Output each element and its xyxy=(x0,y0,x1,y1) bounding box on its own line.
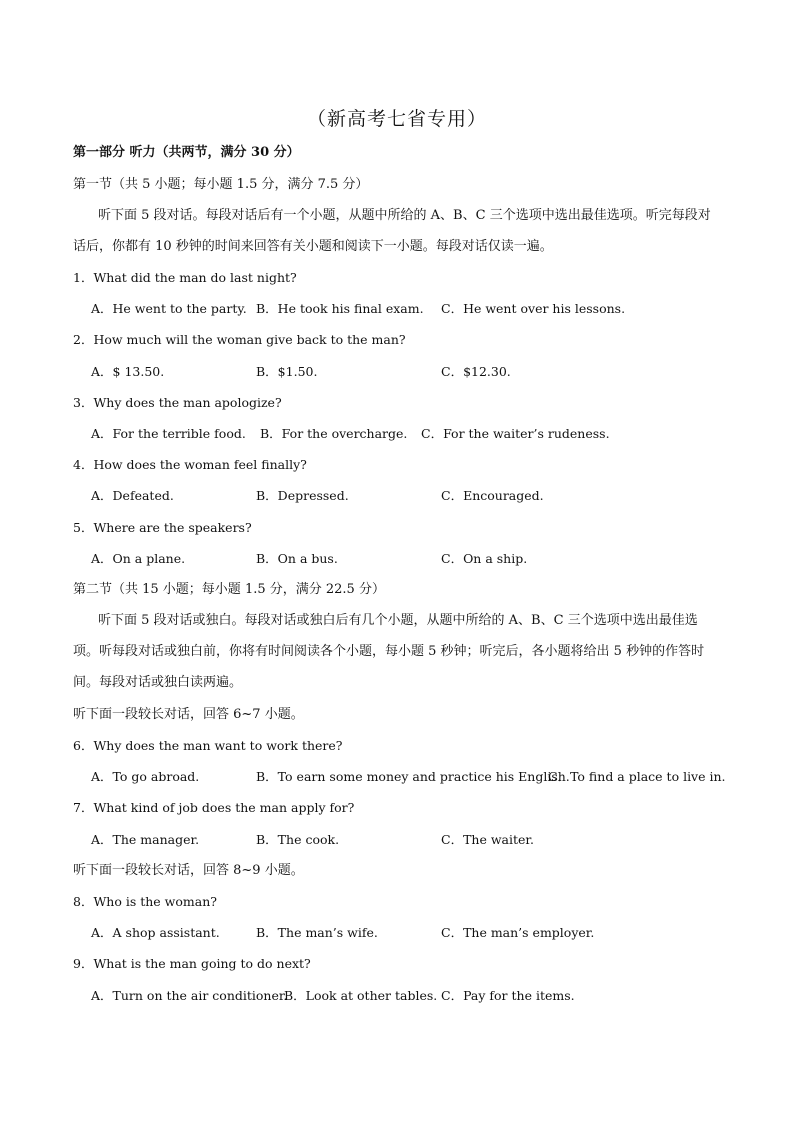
option-c: C．The man’s employer. xyxy=(441,925,595,940)
option-a: A．A shop assistant. xyxy=(91,925,220,940)
part1-header: 第一部分 听力（共两节，满分 30 分） xyxy=(73,145,300,160)
option-b: B．He took his final exam. xyxy=(256,301,424,316)
question-stem: 4．How does the woman feel finally? xyxy=(73,457,307,472)
section2-header: 第二节（共 15 小题；每小题 1.5 分，满分 22.5 分） xyxy=(73,582,385,597)
option-a: A．$ 13.50. xyxy=(91,364,165,379)
question-stem: 3．Why does the man apologize? xyxy=(73,395,282,410)
option-a: A．He went to the party. xyxy=(91,301,247,316)
option-c: C．Pay for the items. xyxy=(441,988,575,1003)
section1-instructions: 听下面 5 段对话。每段对话后有一个小题，从题中所给的 A、B、C 三个选项中选出最佳选项。听完每段对话后，你都有 10 秒钟的时间来回答有关小题和阅读下一小题。每段对话仅读一遍。 xyxy=(73,208,711,254)
option-c: C．For the waiter’s rudeness. xyxy=(421,426,610,441)
option-c: C．On a ship. xyxy=(441,551,528,566)
option-c: C．$12.30. xyxy=(441,364,511,379)
option-b: B．Look at other tables. xyxy=(284,988,438,1003)
option-b: B．Depressed. xyxy=(256,488,349,503)
option-a: A．Turn on the air conditioner. xyxy=(91,988,288,1003)
question-stem: 6．Why does the man want to work there? xyxy=(73,738,343,753)
section1-header: 第一节（共 5 小题；每小题 1.5 分，满分 7.5 分） xyxy=(73,177,369,192)
option-c: C．The waiter. xyxy=(441,832,534,847)
listening-note: 听下面一段较长对话，回答 6~7 小题。 xyxy=(73,707,304,722)
option-c: C．To find a place to live in. xyxy=(548,769,726,784)
option-a: A．The manager. xyxy=(91,832,200,847)
page-title: （新高考七省专用） xyxy=(306,108,487,130)
option-a: A．Defeated. xyxy=(91,488,174,503)
option-b: B．The cook. xyxy=(256,832,340,847)
listening-note: 听下面一段较长对话，回答 8~9 小题。 xyxy=(73,863,304,878)
option-b: B．For the overcharge. xyxy=(260,426,408,441)
option-b: B．To earn some money and practice his English. xyxy=(256,769,570,784)
section2-instructions: 听下面 5 段对话或独白。每段对话或独白后有几个小题，从题中所给的 A、B、C 三个选项中选出最佳选项。听每段对话或独白前，你将有时间阅读各个小题，每小题 5 秒钟；听完后，各小题将给出 5 秒钟的作答时间。每段对话或独白读两遍。 xyxy=(73,613,705,690)
option-a: A．On a plane. xyxy=(91,551,186,566)
question-stem: 8．Who is the woman? xyxy=(73,894,217,909)
question-stem: 2．How much will the woman give back to the man? xyxy=(73,332,406,347)
question-stem: 9．What is the man going to do next? xyxy=(73,956,311,971)
option-c: C．Encouraged. xyxy=(441,488,544,503)
option-b: B．On a bus. xyxy=(256,551,338,566)
option-c: C．He went over his lessons. xyxy=(441,301,626,316)
option-a: A．For the terrible food. xyxy=(91,426,246,441)
question-stem: 5．Where are the speakers? xyxy=(73,520,252,535)
question-stem: 1．What did the man do last night? xyxy=(73,270,297,285)
option-a: A．To go abroad. xyxy=(91,769,200,784)
question-stem: 7．What kind of job does the man apply for? xyxy=(73,800,355,815)
option-b: B．$1.50. xyxy=(256,364,318,379)
option-b: B．The man’s wife. xyxy=(256,925,378,940)
